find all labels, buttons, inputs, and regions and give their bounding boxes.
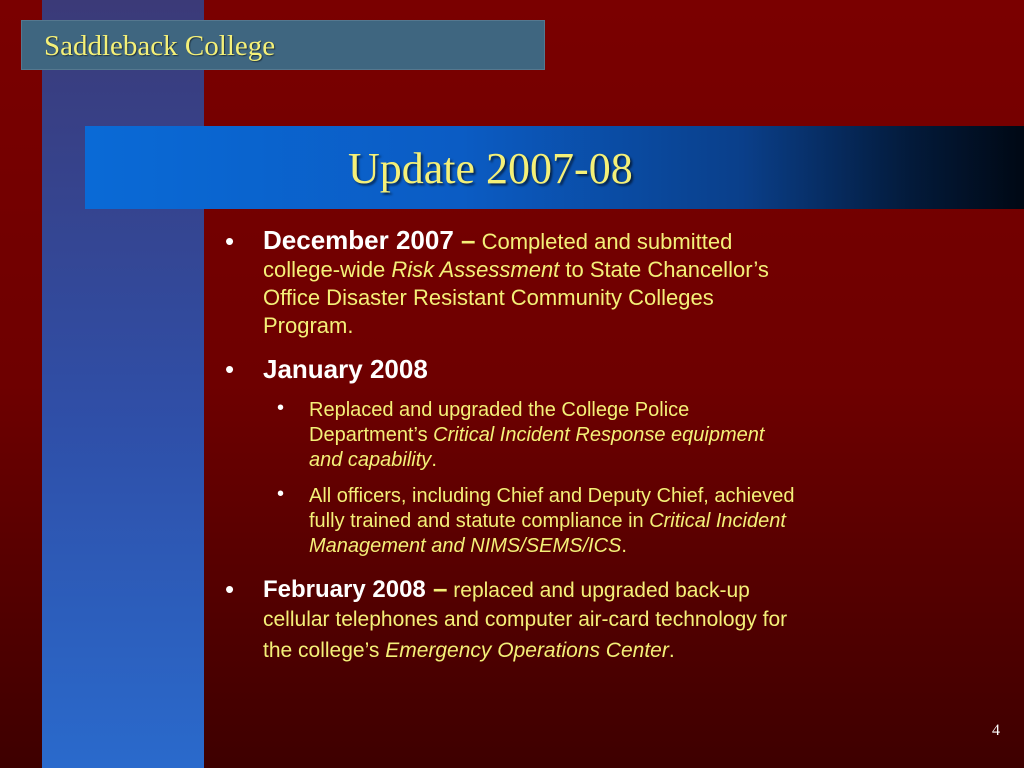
bullet-glyph: • <box>225 574 235 604</box>
february-line3c: . <box>668 639 675 662</box>
police-line1: Replaced and upgraded the College Police <box>309 399 690 421</box>
officers-line2b: Critical Incident <box>649 510 786 532</box>
december-line3: Office Disaster Resistant Community Colleges <box>263 285 714 310</box>
december-heading: December 2007 <box>263 225 454 255</box>
title-bar <box>85 126 1024 209</box>
officers-text <box>309 484 794 559</box>
officers-line1: All officers, including Chief and Deputy Chief, achieved <box>309 485 795 507</box>
december-line2c: to State Chancellor’s <box>559 257 769 282</box>
sub-bullet-glyph: • <box>277 397 285 419</box>
police-line3a: and capability <box>309 449 432 471</box>
police-line3b: . <box>431 449 437 471</box>
college-name-box <box>21 20 545 70</box>
december-risk-assessment: Risk Assessment <box>391 257 560 282</box>
december-line2a: college-wide <box>263 257 392 282</box>
police-text <box>309 398 764 473</box>
officers-line3a: Management and NIMS/SEMS/ICS <box>309 535 622 557</box>
december-line1: Completed and submitted <box>475 229 733 254</box>
february-text <box>263 574 787 665</box>
february-line2: cellular telephones and computer air-card technology for <box>263 608 788 631</box>
officers-line2a: fully trained and statute compliance in <box>309 510 650 532</box>
officers-line3b: . <box>621 535 627 557</box>
december-line4: Program. <box>263 313 354 338</box>
police-line2a: Department’s <box>309 424 434 446</box>
february-dash: – <box>425 573 448 603</box>
february-line3a: the college’s <box>263 639 386 662</box>
december-text <box>263 226 943 340</box>
college-name: Saddleback College <box>44 30 276 62</box>
january-heading: January 2008 <box>263 354 428 384</box>
bullet-glyph: • <box>225 226 235 256</box>
left-decorative-stripe <box>42 0 204 768</box>
police-line2b: Critical Incident Response equipment <box>433 424 765 446</box>
sub-bullet-glyph: • <box>277 483 285 505</box>
bullet-glyph: • <box>225 354 235 384</box>
december-dash: – <box>453 225 476 255</box>
slide-title: Update 2007-08 <box>348 144 633 193</box>
february-line1: replaced and upgraded back-up <box>447 579 750 602</box>
page-number: 4 <box>992 722 1000 739</box>
february-heading: February 2008 <box>263 576 426 603</box>
february-eoc: Emergency Operations Center <box>385 639 669 662</box>
